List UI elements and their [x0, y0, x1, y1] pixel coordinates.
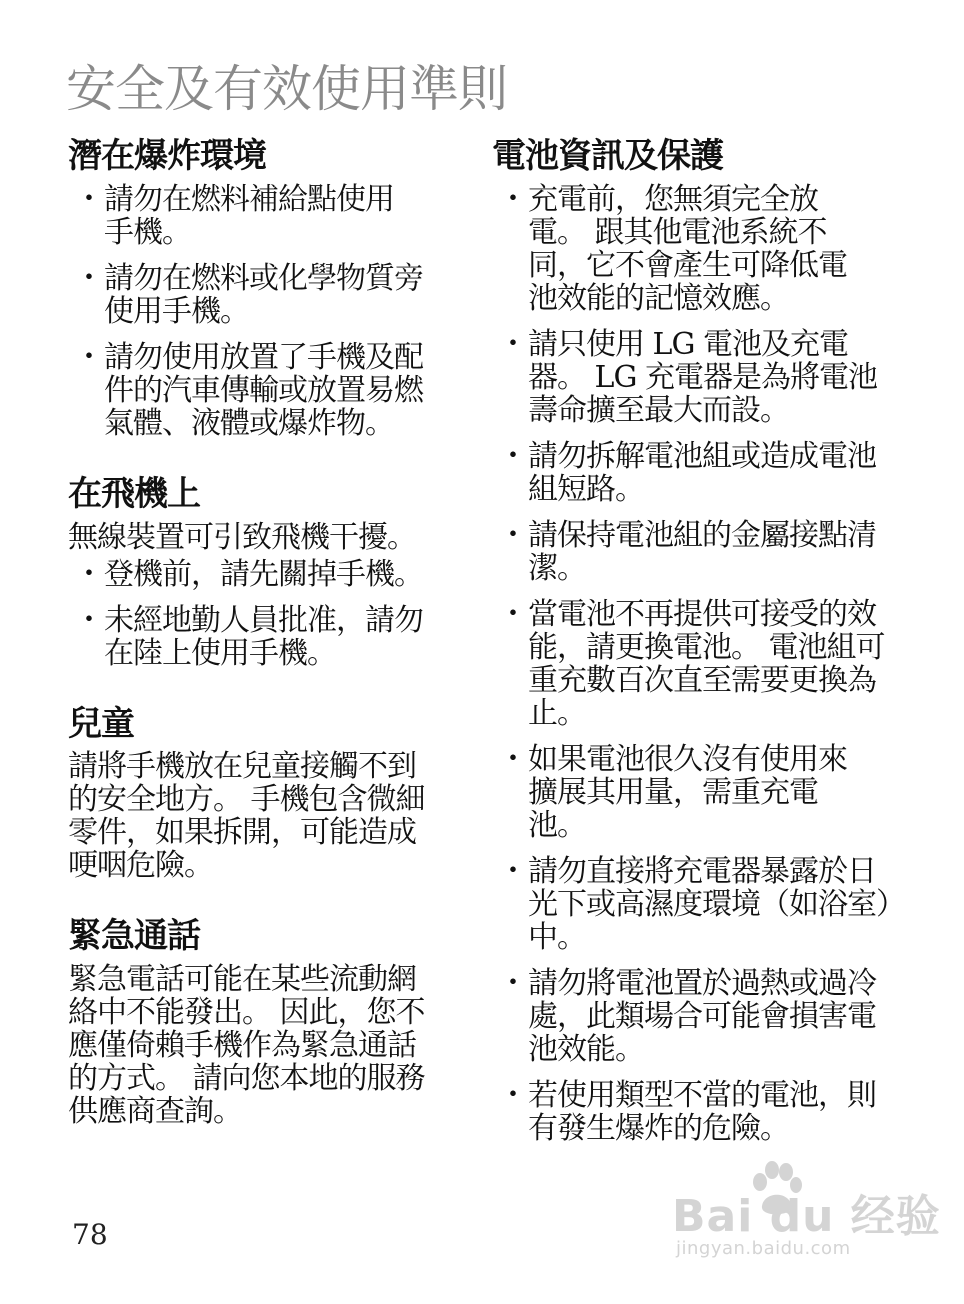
section-on-aircraft: [68, 474, 448, 670]
list-item: [492, 328, 898, 427]
list-item-text: 請勿在燃料或化學物質旁使用手機。: [104, 260, 423, 329]
section-heading: 電池資訊及保護: [492, 136, 723, 176]
list-item: [68, 558, 484, 591]
list-item-text: 請勿直接將充電器暴露於日光下或高濕度環境（如浴室）中。: [528, 853, 890, 955]
watermark: [672, 1160, 941, 1270]
watermark-brand: Bai du 经验: [672, 1191, 941, 1242]
bullet-marker: ・: [498, 1077, 527, 1113]
list-item: [68, 262, 444, 328]
list-item-text: 請勿使用放置了手機及配件的汽車傳輸或放置易燃氣體、液體或爆炸物。: [104, 339, 423, 441]
bullet-marker: ・: [498, 181, 527, 217]
section-children: [68, 704, 448, 883]
list-item-text: 請勿在燃料補給點使用手機。: [104, 181, 394, 250]
section-battery-info: [492, 136, 890, 1146]
bullet-marker: ・: [498, 965, 527, 1001]
list-item-text: 請保持電池組的金屬接點清潔。: [528, 517, 876, 586]
bullet-marker: ・: [74, 556, 103, 592]
page-title: 安全及有效使用準則: [66, 60, 507, 118]
list-item: [492, 967, 898, 1066]
list-item: [492, 440, 898, 506]
section-explosive-environment: [68, 136, 448, 440]
section-text: 緊急電話可能在某些流動網絡中不能發出。 因此，您不應僅倚賴手機作為緊急通話的方式。 請向您本地的服務供應商查詢。: [68, 962, 425, 1130]
left-column: [68, 136, 448, 1162]
section-heading: 緊急通話: [68, 916, 200, 957]
bullet-list: [492, 181, 890, 1146]
bullet-marker: ・: [498, 438, 527, 474]
list-item: [492, 519, 898, 585]
list-item: [68, 341, 444, 440]
list-item-text: 請只使用 LG 電池及充電器。 LG 充電器是為將電池壽命擴至最大而設。: [528, 326, 877, 428]
page-number: 78: [72, 1218, 108, 1251]
bullet-marker: ・: [74, 181, 103, 217]
bullet-marker: ・: [74, 260, 103, 296]
list-item-text: 充電前，您無須完全放電。 跟其他電池系統不同，它不會產生可降低電池效能的記憶效應。: [528, 181, 847, 316]
watermark-url: jingyan.baidu.com: [676, 1238, 851, 1259]
list-item-text: 當電池不再提供可接受的效能，請更換電池。 電池組可重充數百次直至需要更換為止。: [528, 596, 885, 731]
bullet-marker: ・: [498, 517, 527, 553]
list-item: [492, 598, 908, 730]
list-item-text: 請勿將電池置於過熱或過冷處，此類場合可能會損害電池效能。: [528, 965, 876, 1067]
bullet-list: [68, 558, 448, 670]
bullet-marker: ・: [498, 596, 527, 632]
bullet-marker: ・: [498, 853, 527, 889]
list-item-text: 如果電池很久沒有使用來擴展其用量，需重充電池。: [528, 741, 847, 843]
section-emergency-calls: [68, 916, 448, 1128]
list-item-text: 請勿拆解電池組或造成電池組短路。: [528, 438, 876, 507]
bullet-marker: ・: [498, 326, 527, 362]
list-item: [492, 183, 868, 315]
list-item-text: 未經地勤人員批准，請勿在陸上使用手機。: [104, 602, 423, 671]
bullet-marker: ・: [74, 339, 103, 375]
right-column: [492, 136, 890, 1179]
list-item: [492, 743, 868, 842]
bullet-marker: ・: [498, 741, 527, 777]
list-item: [68, 604, 444, 670]
section-heading: 潛在爆炸環境: [68, 136, 266, 176]
section-text: 無線裝置可引致飛機干擾。: [68, 519, 416, 555]
list-item: [492, 855, 898, 954]
bullet-list: [68, 183, 448, 440]
section-heading: 在飛機上: [68, 473, 200, 514]
section-text: 請將手機放在兒童接觸不到的安全地方。 手機包含微細零件，如果拆開，可能造成哽咽危險。: [68, 749, 425, 884]
list-item: [492, 1079, 898, 1145]
bullet-marker: ・: [74, 602, 103, 638]
list-item: [68, 183, 414, 249]
list-item-text: 若使用類型不當的電池，則有發生爆炸的危險。: [528, 1077, 876, 1146]
section-heading: 兒童: [68, 703, 134, 744]
list-item-text: 登機前，請先關掉手機。: [104, 556, 423, 592]
